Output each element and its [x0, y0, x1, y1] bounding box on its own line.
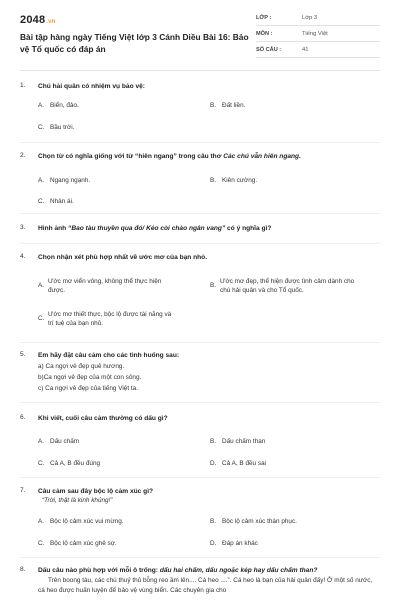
- option-text: Dấu chấm: [50, 438, 80, 445]
- option-letter: C.: [38, 460, 45, 467]
- option-c[interactable]: [38, 539, 117, 548]
- meta-value: Lớp 3: [302, 15, 318, 21]
- sub-item-text: Ca ngợi vẻ đẹp của tiếng Việt ta.: [45, 385, 139, 392]
- question-separator: [20, 243, 380, 244]
- meta-row-count: [256, 44, 380, 58]
- option-letter: D.: [210, 460, 217, 467]
- option-letter: B.: [210, 518, 217, 525]
- option-text: Dấu chấm than: [222, 438, 266, 445]
- question-number: 8.: [20, 566, 26, 573]
- question-text: Em hãy đặt câu cảm cho các tình huống sau:: [38, 352, 180, 359]
- meta-value: Tiếng Việt: [302, 31, 328, 37]
- question-number: 4.: [20, 253, 26, 260]
- option-a[interactable]: [38, 277, 188, 297]
- question-separator: [20, 557, 380, 558]
- option-letter: A.: [38, 518, 45, 525]
- question-paragraph: Trên boong tàu, các chú thuỷ thủ bỗng reo ầm lên.... Cá heo ....”. Cá heo là bạn của hải quân đấy! Ở một số nước, cá heo được huấn luyện để bảo vệ vùng biển. Các chuyên gia cho: [38, 577, 373, 594]
- question-text: [38, 566, 378, 575]
- question-text-main: Hình ảnh: [38, 225, 69, 232]
- option-letter: C.: [38, 124, 45, 131]
- question-text-italic: Các chú vẫn hiên ngang.: [223, 153, 301, 160]
- meta-table: [256, 12, 380, 60]
- sub-item-c: [38, 384, 138, 393]
- question-number: 3.: [20, 224, 26, 231]
- option-text: Đáp án khác: [222, 540, 258, 547]
- option-letter: D.: [210, 540, 217, 547]
- option-letter: A.: [38, 102, 45, 109]
- question-text: [38, 152, 378, 161]
- option-a[interactable]: [38, 176, 90, 185]
- option-letter: A.: [38, 177, 45, 184]
- question-text: Câu cảm sau đây bộc lộ cảm xúc gì?: [38, 488, 154, 495]
- sub-item-text: Ca ngợi vẻ đẹp của một con sông.: [43, 374, 142, 381]
- option-text: Bộc lộ cảm xúc thán phục.: [222, 518, 297, 525]
- question-text: Khi viết, cuối câu cảm thường có dấu gì?: [38, 415, 168, 422]
- option-c[interactable]: [38, 310, 188, 330]
- sub-item-letter: b): [38, 374, 44, 381]
- option-text: Cả A, B đều sai: [222, 460, 267, 467]
- option-letter: C.: [38, 315, 45, 322]
- option-letter: B.: [210, 177, 217, 184]
- option-b[interactable]: [210, 437, 265, 446]
- option-letter: B.: [210, 438, 217, 445]
- question-separator: [20, 402, 380, 403]
- question-separator: [20, 213, 380, 214]
- option-c[interactable]: [38, 459, 100, 468]
- option-text: Nhàn ái.: [50, 198, 74, 205]
- question-text-main: Chọn từ có nghĩa giống với từ “hiên ngang” trong câu thơ: [38, 153, 224, 160]
- option-text: Ước mơ đẹp, thể hiện được tình cảm dành cho chú hải quân và cho Tổ quốc.: [220, 278, 355, 294]
- option-letter: C.: [38, 198, 45, 205]
- option-text: Đất liền.: [222, 102, 246, 109]
- question-text-italic: dấu hai chấm, dấu ngoặc kép hay dấu chấm than?: [159, 567, 318, 574]
- question-separator: [20, 342, 380, 343]
- question-separator: [20, 142, 380, 143]
- option-text: Cả A, B đều đúng: [50, 460, 101, 467]
- question-text: [38, 224, 378, 233]
- document-title: Bài tập hàng ngày Tiếng Việt lớp 3 Cánh Diều Bài 16: Bảo vệ Tổ quốc có đáp án: [20, 32, 249, 54]
- option-a[interactable]: [38, 517, 124, 526]
- option-text: Bầu trời.: [50, 124, 75, 131]
- option-b[interactable]: [210, 277, 370, 297]
- question-text: Chọn nhận xét phù hợp nhất về ước mơ của bạn nhỏ.: [38, 254, 208, 261]
- option-c[interactable]: [38, 123, 74, 132]
- option-d[interactable]: [210, 459, 266, 468]
- option-text: Ngang ngạnh.: [50, 177, 91, 184]
- meta-key: MÔN :: [256, 31, 273, 37]
- sub-item-a: [38, 362, 124, 371]
- option-letter: B.: [210, 282, 217, 289]
- sub-item-letter: a): [38, 363, 44, 370]
- question-quote: “Trời, thật là kinh khủng!”: [42, 497, 113, 504]
- logo-suffix: .vn: [46, 19, 56, 25]
- question-number: 5.: [20, 351, 26, 358]
- meta-row-subject: [256, 28, 380, 42]
- question-number: 6.: [20, 414, 26, 421]
- option-text: Biển, đảo.: [50, 102, 79, 109]
- meta-key: LỚP :: [256, 15, 272, 21]
- option-text: Bộc lộ cảm xúc ghê sợ.: [50, 540, 117, 547]
- question-number: 7.: [20, 487, 26, 494]
- question-text: Chú hải quân có nhiệm vụ bảo vệ:: [38, 83, 145, 90]
- option-a[interactable]: [38, 101, 79, 110]
- option-letter: B.: [210, 102, 217, 109]
- site-logo[interactable]: [20, 14, 56, 26]
- question-number: 1.: [20, 82, 26, 89]
- option-text: Ước mơ thiết thực, bộc lộ được tài năng và trí tuệ của bạn nhỏ.: [48, 311, 172, 327]
- question-number: 2.: [20, 152, 26, 159]
- question-text-italic: “Bao tàu thuyền qua đó/ Kéo còi chào ngân vang”: [68, 225, 226, 232]
- question-separator: [20, 477, 380, 478]
- option-b[interactable]: [210, 101, 245, 110]
- option-d[interactable]: [210, 539, 258, 548]
- option-c[interactable]: [38, 197, 74, 206]
- option-text: Ước mơ viển vông, không thể thực hiện được.: [48, 278, 162, 294]
- option-letter: A.: [38, 438, 45, 445]
- option-b[interactable]: [210, 176, 257, 185]
- header-divider: [20, 70, 380, 71]
- option-text: Bộc lộ cảm xúc vui mừng.: [50, 518, 124, 525]
- document-header: [20, 12, 380, 62]
- sub-item-text: Ca ngợi vẻ đẹp quê hương.: [45, 363, 125, 370]
- option-letter: C.: [38, 540, 45, 547]
- option-b[interactable]: [210, 517, 297, 526]
- option-text: Kiên cường.: [222, 177, 258, 184]
- option-letter: A.: [38, 282, 45, 289]
- question-text-main: Dấu câu nào phù hợp với mỗi ô trống:: [38, 567, 160, 574]
- sub-item-letter: c): [38, 385, 44, 392]
- meta-value: 41: [302, 47, 309, 53]
- question-text-end: có ý nghĩa gì?: [225, 225, 272, 232]
- logo-main: 2048: [20, 14, 46, 26]
- meta-row-class: [256, 12, 380, 26]
- option-a[interactable]: [38, 437, 79, 446]
- sub-item-b: [38, 373, 141, 382]
- meta-key: SỐ CÂU :: [256, 47, 282, 53]
